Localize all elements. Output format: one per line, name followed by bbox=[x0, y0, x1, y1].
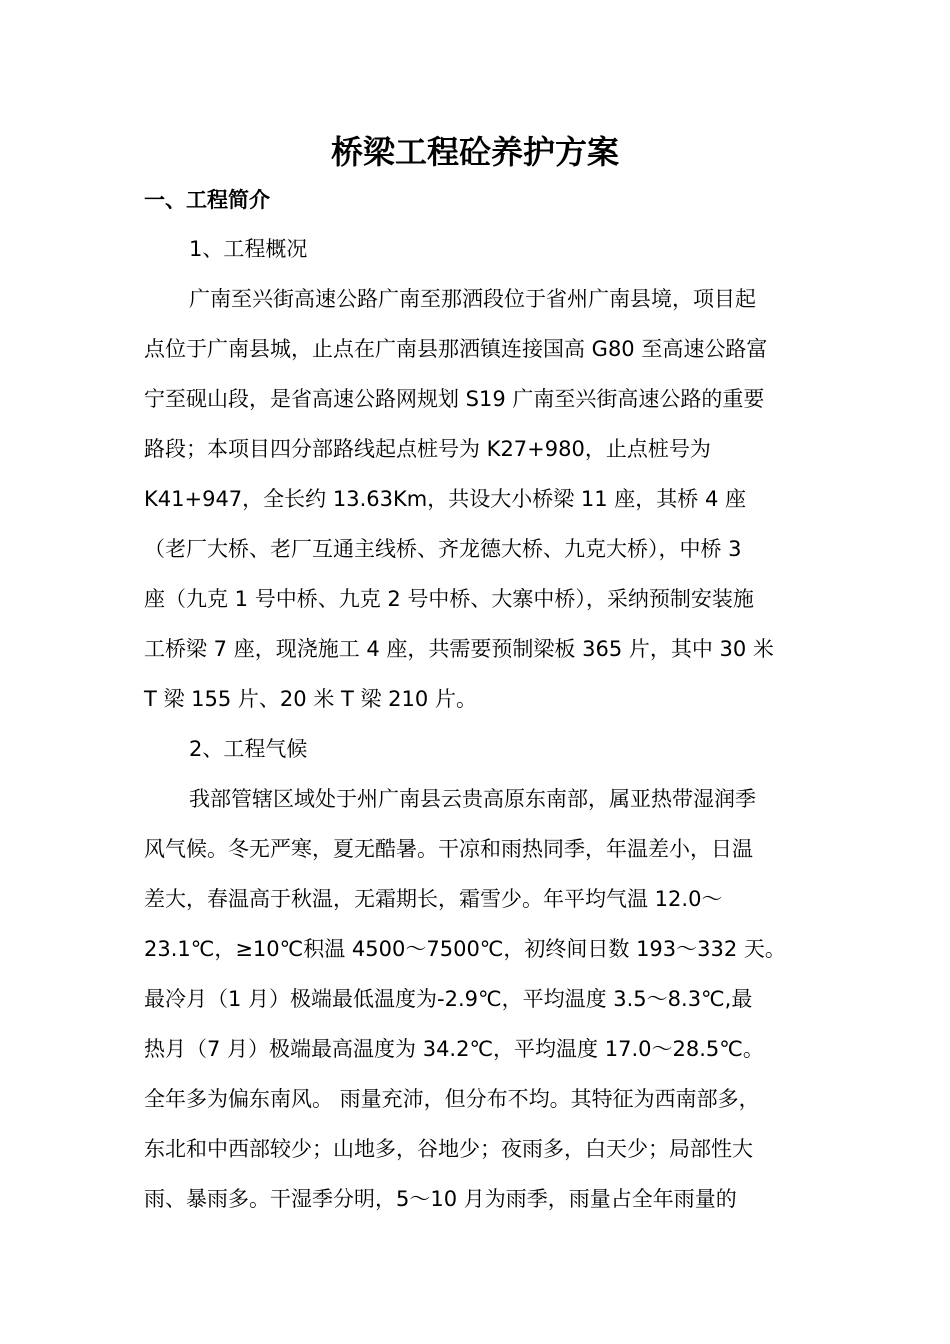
document-title: 桥梁工程砼养护方案 bbox=[330, 133, 619, 171]
paragraph-line: 最冷月（1 月）极端最低温度为-2.9℃，平均温度 3.5～8.3℃,最 bbox=[144, 987, 753, 1011]
paragraph-line: 点位于广南县城，止点在广南县那洒镇连接国高 G80 至高速公路富 bbox=[144, 337, 768, 361]
paragraph-line: （老厂大桥、老厂互通主线桥、齐龙德大桥、九克大桥），中桥 3 bbox=[144, 537, 742, 561]
paragraph-line: 全年多为偏东南风。 雨量充沛，但分布不均。其特征为西南部多， bbox=[144, 1087, 760, 1111]
paragraph-line: 风气候。冬无严寒，夏无酷暑。干凉和雨热同季，年温差小，日温 bbox=[144, 837, 753, 861]
body-text bbox=[144, 224, 814, 1224]
paragraph-line: 热月（7 月）极端最高温度为 34.2℃，平均温度 17.0～28.5℃。 bbox=[144, 1037, 764, 1061]
paragraph-line: 广南至兴街高速公路广南至那洒段位于省州广南县境，项目起 bbox=[189, 287, 756, 311]
paragraph-line: 工桥梁 7 座，现浇施工 4 座，共需要预制梁板 365 片，其中 30 米 bbox=[144, 637, 774, 661]
paragraph-line: T 梁 155 片、20 米 T 梁 210 片。 bbox=[144, 687, 477, 711]
paragraph-line: 雨、暴雨多。干湿季分明，5～10 月为雨季，雨量占全年雨量的 bbox=[144, 1187, 737, 1211]
subsection-heading-climate: 2、工程气候 bbox=[189, 737, 308, 761]
paragraph-line: 宁至砚山段，是省高速公路网规划 S19 广南至兴街高速公路的重要 bbox=[144, 387, 765, 411]
paragraph-line: 座（九克 1 号中桥、九克 2 号中桥、大寨中桥），采纳预制安装施 bbox=[144, 587, 754, 611]
paragraph-line: 路段；本项目四分部路线起点桩号为 K27+980，止点桩号为 bbox=[144, 437, 711, 461]
paragraph-line: K41+947，全长约 13.63Km，共设大小桥梁 11 座，其桥 4 座 bbox=[144, 487, 746, 511]
paragraph-line: 东北和中西部较少；山地多，谷地少；夜雨多，白天少；局部性大 bbox=[144, 1137, 753, 1161]
paragraph-line: 我部管辖区域处于州广南县云贵高原东南部，属亚热带湿润季 bbox=[189, 787, 756, 811]
paragraph-line: 23.1℃，≥10℃积温 4500～7500℃，初终间日数 193～332 天。 bbox=[144, 937, 786, 961]
paragraph-line: 差大，春温高于秋温，无霜期长，霜雪少。年平均气温 12.0～ bbox=[144, 887, 723, 911]
section-heading-overview: 一、工程简介 bbox=[144, 188, 270, 212]
subsection-heading-project-overview: 1、工程概况 bbox=[189, 237, 308, 261]
